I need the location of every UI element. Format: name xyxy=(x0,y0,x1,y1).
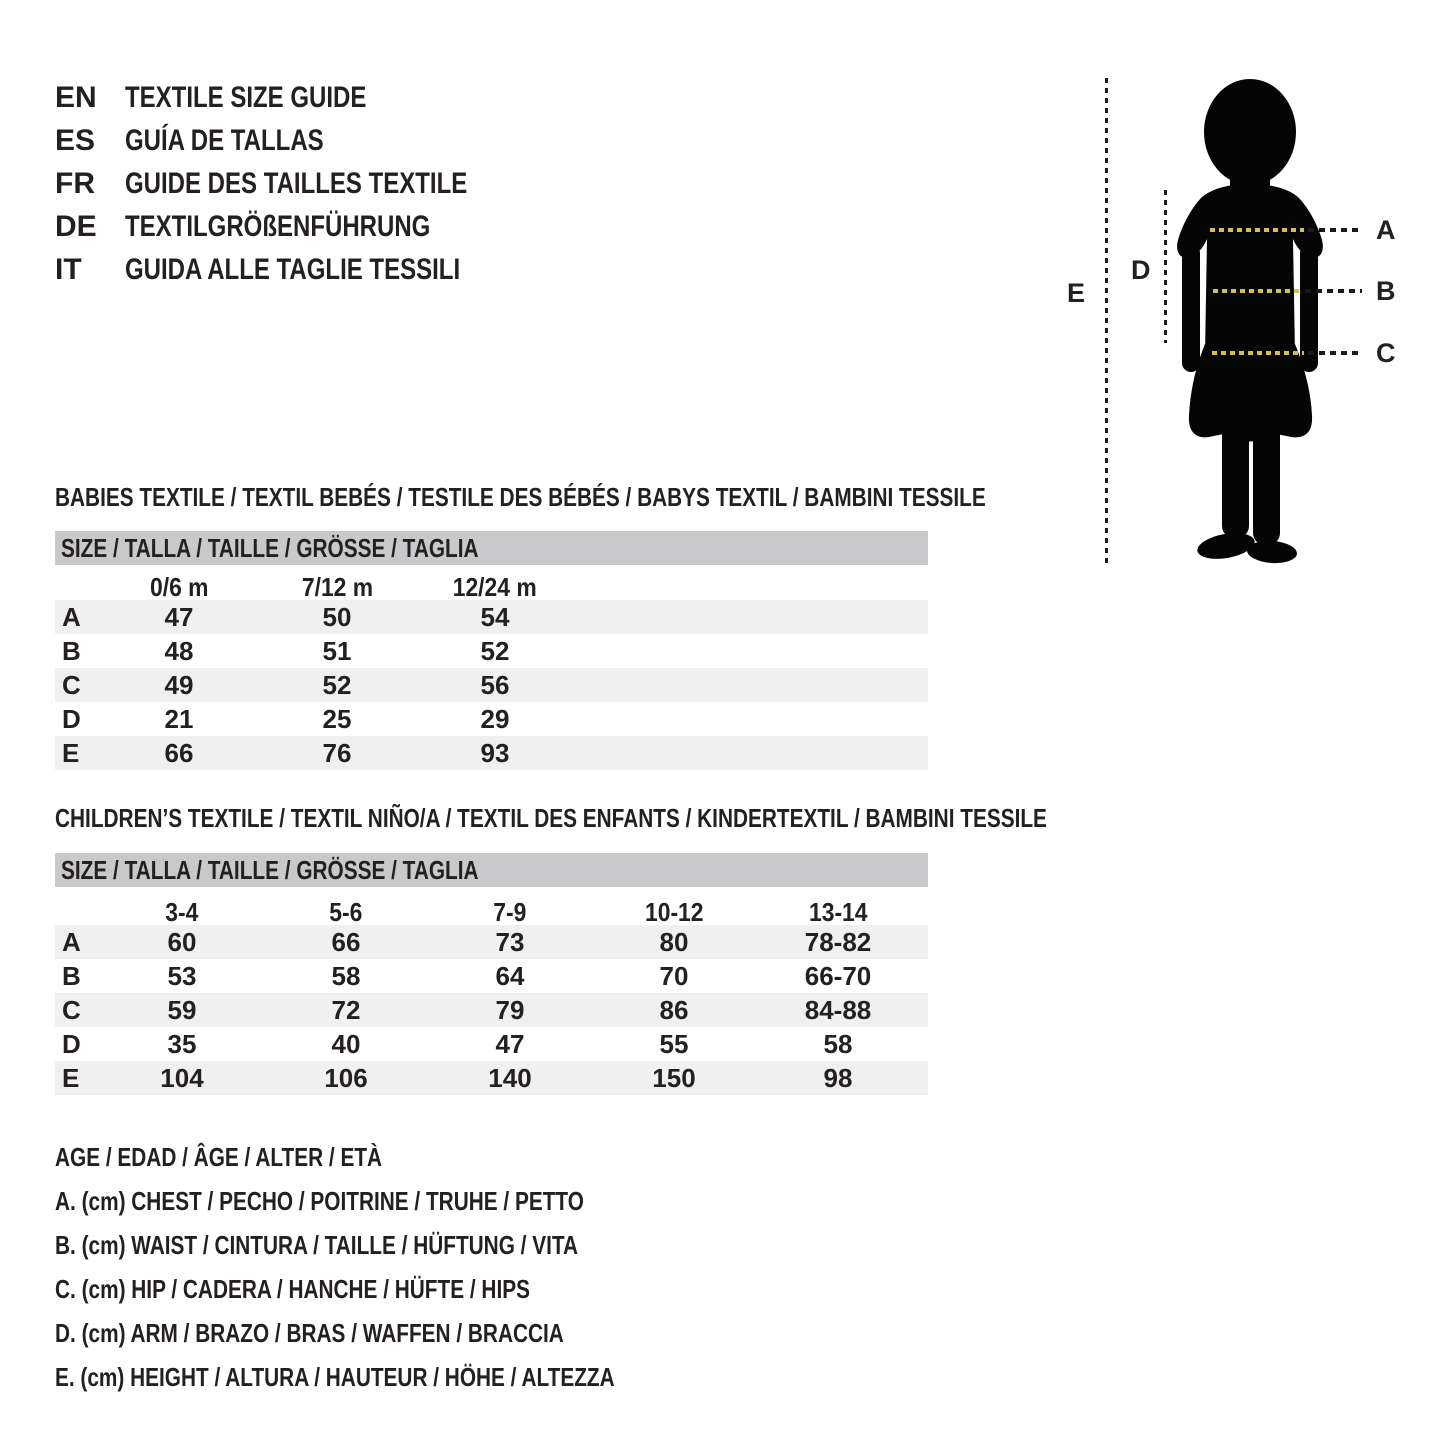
row-label: C xyxy=(62,669,81,700)
measure-label-a: A xyxy=(1376,215,1396,245)
measure-label-e: E xyxy=(1067,278,1086,308)
language-code: IT xyxy=(55,252,82,286)
legend-arm: D. (cm) ARM / BRAZO / BRAS / WAFFEN / BRACCIA xyxy=(55,1317,564,1348)
cell: 40 xyxy=(331,1028,361,1059)
hip-measure-line-c xyxy=(1212,351,1304,355)
cell: 80 xyxy=(659,926,689,957)
cell: 60 xyxy=(167,926,197,957)
row-label: D xyxy=(62,1028,81,1059)
cell: 58 xyxy=(331,960,361,991)
column-label: 7/12 m xyxy=(301,571,373,602)
legend-hip: C. (cm) HIP / CADERA / HANCHE / HÜFTE / HIPS xyxy=(55,1273,530,1304)
table-row-c xyxy=(55,668,928,702)
table-row-a xyxy=(55,600,928,634)
children-size-header-bar: SIZE / TALLA / TAILLE / GRÖSSE / TAGLIA xyxy=(55,853,928,887)
guide-title-es: GUÍA DE TALLAS xyxy=(125,123,324,157)
cell: 54 xyxy=(480,601,510,632)
language-row-fr xyxy=(55,162,553,205)
measure-label-d: D xyxy=(1131,255,1151,285)
cell: 35 xyxy=(167,1028,197,1059)
row-label: A xyxy=(62,601,81,632)
cell: 49 xyxy=(164,669,194,700)
row-label: A xyxy=(62,926,81,957)
column-label: 13-14 xyxy=(808,896,868,927)
arm-measure-line-d xyxy=(1164,190,1167,343)
language-title-list xyxy=(55,76,553,291)
column-label: 10-12 xyxy=(644,896,704,927)
measurement-legend xyxy=(55,1135,755,1399)
language-code: EN xyxy=(55,80,97,114)
language-row-de xyxy=(55,205,553,248)
cell: 52 xyxy=(480,635,510,666)
column-label: 12/24 m xyxy=(453,571,537,602)
language-row-en xyxy=(55,76,553,119)
legend-waist: B. (cm) WAIST / CINTURA / TAILLE / HÜFTUNG / VITA xyxy=(55,1229,579,1260)
cell: 50 xyxy=(322,601,352,632)
cell: 79 xyxy=(495,994,525,1025)
guide-title-it: GUIDA ALLE TAGLIE TESSILI xyxy=(125,252,461,286)
cell: 93 xyxy=(480,737,510,768)
cell: 51 xyxy=(322,635,352,666)
guide-title-fr: GUIDE DES TAILLES TEXTILE xyxy=(125,166,468,200)
cell: 59 xyxy=(167,994,197,1025)
cell: 98 xyxy=(823,1062,853,1093)
row-label: C xyxy=(62,994,81,1025)
children-column-header-row xyxy=(55,896,928,927)
cell: 76 xyxy=(322,737,352,768)
column-label: 5-6 xyxy=(329,896,363,927)
babies-section-title: BABIES TEXTILE / TEXTIL BEBÉS / TESTILE DES BÉBÉS / BABYS TEXTIL / BAMBINI TESSILE xyxy=(55,482,986,512)
measure-label-c: C xyxy=(1376,338,1396,368)
cell: 56 xyxy=(480,669,510,700)
cell: 140 xyxy=(488,1062,532,1093)
cell: 104 xyxy=(160,1062,204,1093)
column-label: 3-4 xyxy=(165,896,199,927)
legend-age: AGE / EDAD / ÂGE / ALTER / ETÀ xyxy=(55,1141,383,1172)
cell: 53 xyxy=(167,960,197,991)
cell: 52 xyxy=(322,669,352,700)
children-size-table xyxy=(55,896,928,1095)
babies-size-table xyxy=(55,571,928,770)
language-code: ES xyxy=(55,123,96,157)
babies-column-header-row xyxy=(55,571,928,602)
cell: 66 xyxy=(164,737,194,768)
language-row-it xyxy=(55,248,553,291)
cell: 86 xyxy=(659,994,689,1025)
hip-measure-leader-c xyxy=(1308,351,1362,355)
cell: 25 xyxy=(322,703,352,734)
cell: 84-88 xyxy=(804,994,872,1025)
babies-size-header-bar: SIZE / TALLA / TAILLE / GRÖSSE / TAGLIA xyxy=(55,531,928,565)
row-label: B xyxy=(62,960,81,991)
table-row-b xyxy=(55,634,928,668)
cell: 70 xyxy=(659,960,689,991)
cell: 66 xyxy=(331,926,361,957)
cell: 106 xyxy=(324,1062,368,1093)
row-label: D xyxy=(62,703,81,734)
cell: 47 xyxy=(495,1028,525,1059)
measure-label-b: B xyxy=(1376,276,1396,306)
table-row-d xyxy=(55,702,928,736)
column-label: 0/6 m xyxy=(149,571,209,602)
cell: 55 xyxy=(659,1028,689,1059)
waist-measure-line-b xyxy=(1213,289,1301,293)
waist-measure-leader-b xyxy=(1305,289,1362,293)
language-code: DE xyxy=(55,209,97,243)
row-label: E xyxy=(62,737,80,768)
children-section-title: CHILDREN’S TEXTILE / TEXTIL NIÑO/A / TEXTIL DES ENFANTS / KINDERTEXTIL / BAMBINI TESSILE xyxy=(55,803,1047,833)
language-code: FR xyxy=(55,166,95,200)
chest-measure-line-a xyxy=(1210,228,1304,232)
column-label: 7-9 xyxy=(493,896,527,927)
row-label: E xyxy=(62,1062,80,1093)
table-row-e xyxy=(55,736,928,770)
table-row-c xyxy=(55,993,928,1027)
cell: 29 xyxy=(480,703,510,734)
cell: 64 xyxy=(495,960,525,991)
cell: 73 xyxy=(495,926,525,957)
chest-measure-leader-a xyxy=(1308,228,1362,232)
table-row-e xyxy=(55,1061,928,1095)
language-row-es xyxy=(55,119,553,162)
cell: 58 xyxy=(823,1028,853,1059)
cell: 72 xyxy=(331,994,361,1025)
cell: 48 xyxy=(164,635,194,666)
legend-height: E. (cm) HEIGHT / ALTURA / HAUTEUR / HÖHE / ALTEZZA xyxy=(55,1361,615,1392)
table-row-d xyxy=(55,1027,928,1061)
cell: 47 xyxy=(164,601,194,632)
table-row-b xyxy=(55,959,928,993)
cell: 78-82 xyxy=(804,926,872,957)
guide-title-en: TEXTILE SIZE GUIDE xyxy=(125,80,367,114)
cell: 66-70 xyxy=(804,960,872,991)
cell: 150 xyxy=(652,1062,696,1093)
row-label: B xyxy=(62,635,81,666)
guide-title-de: TEXTILGRÖßENFÜHRUNG xyxy=(125,209,431,243)
cell: 21 xyxy=(164,703,194,734)
legend-chest: A. (cm) CHEST / PECHO / POITRINE / TRUHE / PETTO xyxy=(55,1185,584,1216)
table-row-a xyxy=(55,925,928,959)
